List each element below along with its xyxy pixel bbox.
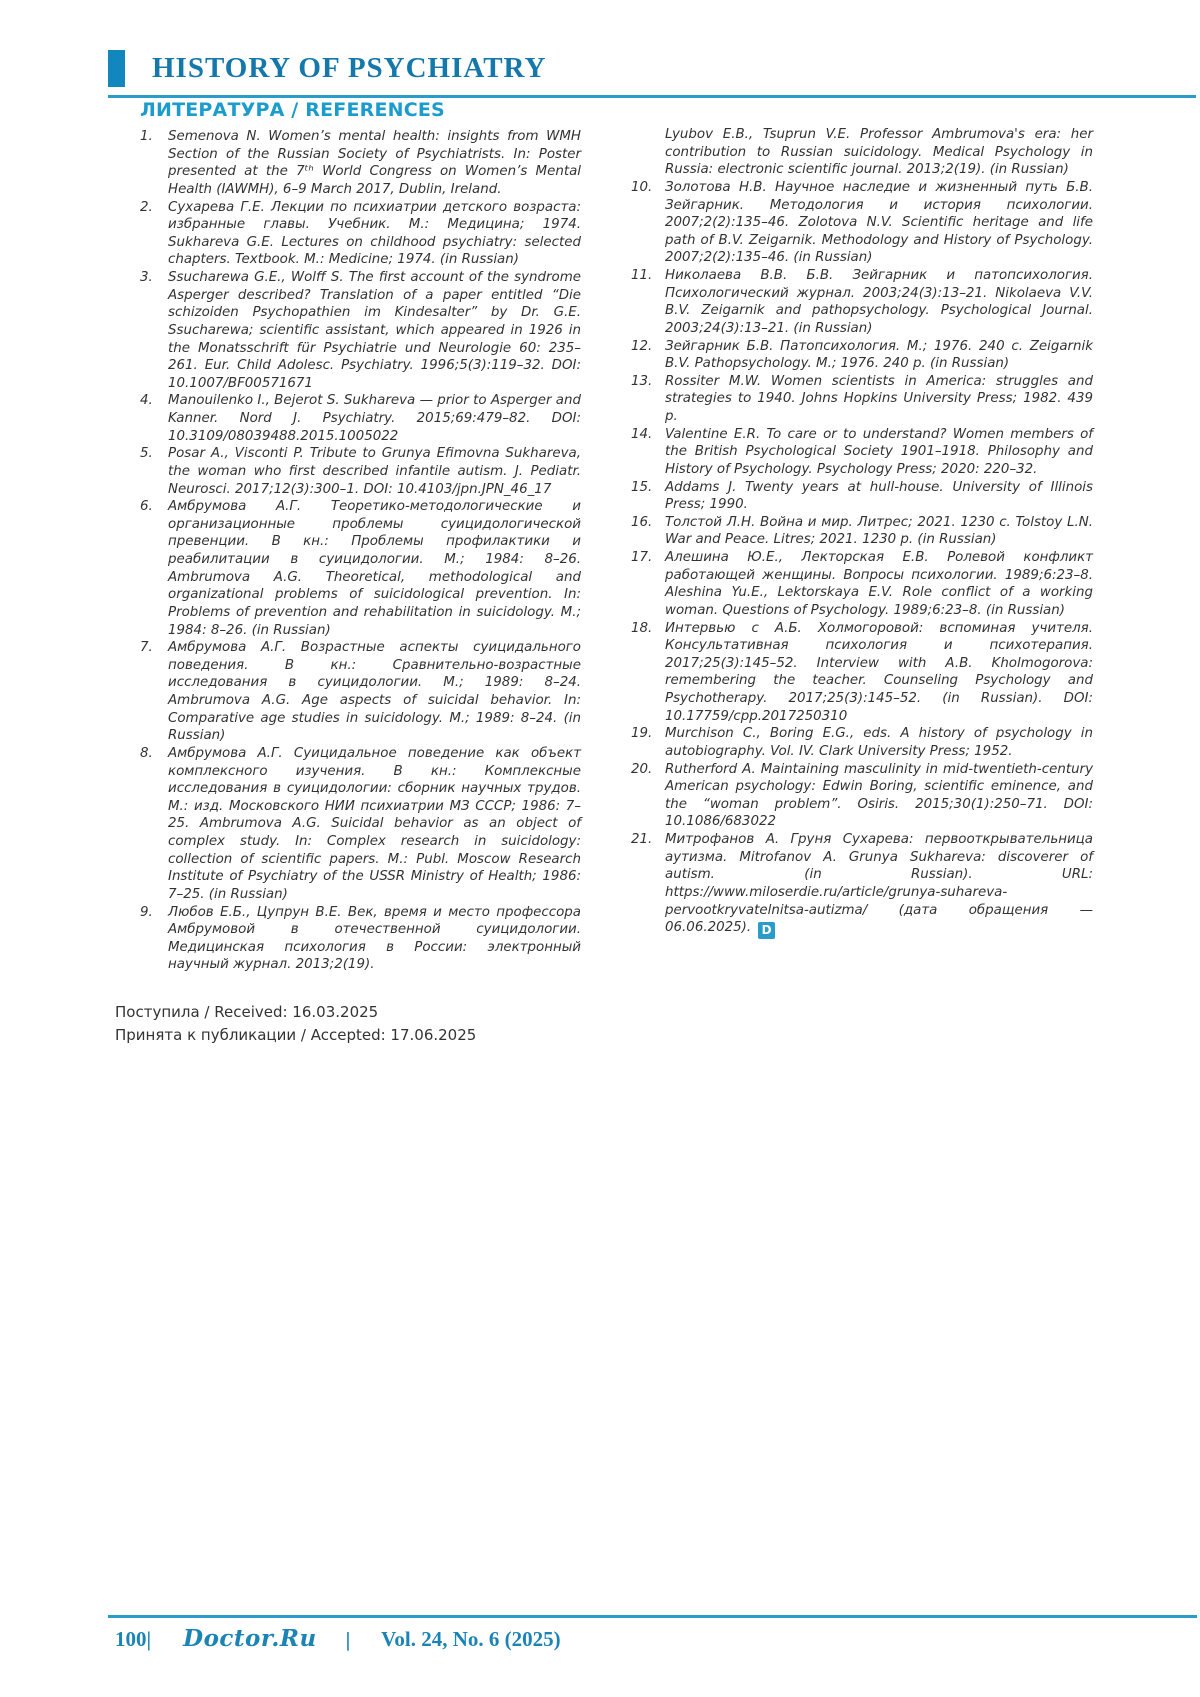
reference-item-3 (140, 269, 581, 392)
reference-text: Алешина Ю.Е., Лекторская Е.В. Ролевой конфликт работающей женщины. Вопросы психологии. 1989;6:23–8. Aleshina Yu.E., Lektorskaya E.V. Role conflict of a working woman. Questions of Psychology. 1989;6:23–8. (in Russian) (665, 550, 1093, 618)
reference-number: 20. (631, 761, 653, 777)
reference-text: Rutherford A. Maintaining masculinity in mid-twentieth-century American psychology: Edwin Boring, scientific eminence, and the “woman problem”. Osiris. 2015;30(1):250–71. DOI: 10.1086/683022 (665, 761, 1093, 830)
received-date: Поступила / Received: 16.03.2025 (115, 1003, 379, 1021)
reference-item-14 (631, 426, 1093, 479)
reference-number: 19. (631, 726, 653, 742)
reference-9-continuation: Lyubov E.B., Tsuprun V.E. Professor Ambrumova's era: her contribution to Russian suicidology. Medical Psychology in Russia: electronic scientific journal. 2013;2(19). (in Russian) (665, 127, 1093, 178)
doctor-ru-end-of-article-icon: D (758, 922, 775, 939)
references-column-right (631, 99, 1093, 1048)
footer-row (108, 1625, 1197, 1652)
references-heading: ЛИТЕРАТУРА / REFERENCES (140, 99, 445, 121)
reference-number: 11. (631, 268, 653, 283)
reference-item-16 (631, 514, 1093, 549)
reference-text: Амбрумова А.Г. Суицидальное поведение как объект комплексного изучения. В кн.: Комплексные исследования в суицидологии: сборник научных трудов. М.: изд. Московского НИИ психиатрии МЗ СССР; 1986: 7–25. Ambrumova A.G. Suicidal behavior as an object of complex study. In: Complex research in suicidology: collection of scientific papers. M.: Publ. Moscow Research Institute of Psychiatry of the USSR Ministry of Health; 1986: 7–25. (in Russian) (168, 745, 581, 902)
page-header (108, 50, 1196, 98)
reference-item-9 (140, 904, 581, 975)
footer-separator: | (344, 1629, 352, 1651)
reference-text: Posar A., Visconti P. Tribute to Grunya Efimovna Sukhareva, the woman who first described infantile autism. J. Pediatr. Neurosci. 2017;12(3):300–1. DOI: 10.4103/jpn.JPN_46_17 (168, 446, 581, 497)
reference-number: 10. (631, 179, 653, 195)
reference-text: Сухарева Г.Е. Лекции по психиатрии детского возраста: избранные главы. Учебник. М.: Медицина; 1974. Sukhareva G.E. Lectures on childhood psychiatry: selected chapters. Textbook. M.: Medicine; 1974. (in Russian) (168, 199, 581, 268)
reference-item-13 (631, 373, 1093, 426)
reference-text: Valentine E.R. To care or to understand? Women members of the British Psychological Society 1901–1918. Philosophy and History of Psychology. Psychology Press; 2020: 220–32. (665, 426, 1093, 477)
reference-text: Амбрумова А.Г. Теоретико-методологические и организационные проблемы суицидологической превенции. В кн.: Проблемы профилактики и реабилитации в суицидологии. М.; 1984: 8–26. Ambrumova A.G. Theoretical, methodological and organizational problems of suicidological prevention. In: Problems of prevention and rehabilitation in suicidology. M.; 1984: 8–26. (in Russian) (168, 499, 581, 638)
reference-item-10 (631, 179, 1093, 267)
reference-number: 6. (140, 499, 153, 515)
reference-number: 3. (140, 270, 153, 285)
reference-number: 4. (140, 393, 153, 409)
reference-number: 21. (631, 832, 653, 847)
reference-text: Semenova N. Women’s mental health: insights from WMH Section of the Russian Society of Psychiatrists. In: Poster presented at the 7ᵗʰ World Congress on Women’s Mental Health (IAWMH), 6–9 March 2017, Dublin, Ireland. (168, 129, 581, 197)
reference-number: 14. (631, 426, 653, 442)
reference-text: Интервью с А.Б. Холмогоровой: вспоминая учителя. Консультативная психология и психотерапия. 2017;25(3):145–52. Interview with A.B. Kholmogorova: remembering the teacher. Counseling Psychology and Psychotherapy. 2017;25(3):145–52. (in Russian). DOI: 10.17759/cpp.2017250310 (665, 620, 1093, 724)
reference-number: 5. (140, 446, 153, 462)
reference-text: Manouilenko I., Bejerot S. Sukhareva — prior to Asperger and Kanner. Nord J. Psychiatry. 2015;69:479–82. DOI: 10.3109/08039488.2015.1005022 (168, 393, 581, 444)
reference-item-21 (631, 831, 1093, 939)
reference-number: 1. (140, 129, 153, 144)
reference-item-7 (140, 639, 581, 745)
reference-item-2 (140, 199, 581, 270)
reference-item-5 (140, 445, 581, 498)
reference-item-19 (631, 725, 1093, 760)
page-footer (108, 1615, 1197, 1652)
page-number: 100| (115, 1627, 152, 1651)
reference-text: Толстой Л.Н. Война и мир. Литрес; 2021. 1230 с. Tolstoy L.N. War and Peace. Litres; 2021. 1230 p. (in Russian) (665, 514, 1093, 548)
reference-text: Murchison C., Boring E.G., eds. A history of psychology in autobiography. Vol. IV. Clark University Press; 1952. (665, 726, 1093, 759)
doctor-ru-logo: Doctor.Ru (183, 1625, 317, 1652)
reference-number: 16. (631, 514, 653, 530)
reference-text: Любов Е.Б., Цупрун В.Е. Век, время и место профессора Амбрумовой в отечественной суицидологии. Медицинская психология в России: электронный научный журнал. 2013;2(19). (168, 904, 581, 973)
section-bar-icon (108, 50, 125, 87)
reference-item-11 (631, 267, 1093, 338)
references-list-right (631, 179, 1093, 939)
reference-item-18 (631, 620, 1093, 726)
reference-number: 18. (631, 620, 653, 636)
reference-text: Золотова Н.В. Научное наследие и жизненный путь Б.В. Зейгарник. Методология и история психологии. 2007;2(2):135–46. Zolotova N.V. Scientific heritage and life path of B.V. Zeigarnik. Methodology and History of Psychology. 2007;2(2):135–46. (in Russian) (665, 179, 1093, 266)
reference-text: Addams J. Twenty years at hull-house. University of Illinois Press; 1990. (665, 479, 1093, 513)
reference-number: 7. (140, 640, 153, 656)
reference-item-8 (140, 745, 581, 904)
reference-text: Ssucharewa G.E., Wolff S. The first account of the syndrome Asperger described? Translation of a paper entitled “Die schizoiden Psychopathien im Kindesalter” by Dr. G.E. Ssucharewa; scientific assistant, which appeared in 1926 in the Monatsschrift für Psychiatrie und Neurologie 60: 235–261. Eur. Child Adolesc. Psychiatry. 1996;5(3):119–32. DOI: 10.1007/BF00571671 (168, 270, 581, 391)
references-column-left (115, 99, 581, 1048)
reference-number: 17. (631, 550, 653, 565)
reference-item-4 (140, 392, 581, 445)
reference-item-20 (631, 761, 1093, 832)
reference-item-6 (140, 498, 581, 639)
reference-number: 9. (140, 904, 153, 920)
reference-item-12 (631, 338, 1093, 373)
header-rule (108, 95, 1196, 98)
article-dates (115, 1001, 581, 1048)
reference-text: Николаева В.В. Б.В. Зейгарник и патопсихология. Психологический журнал. 2003;24(3):13–21. Nikolaeva V.V. B.V. Zeigarnik and pathopsychology. Psychological Journal. 2003;24(3):13–21. (in Russian) (665, 268, 1093, 336)
reference-text: Зейгарник Б.В. Патопсихология. М.; 1976. 240 с. Zeigarnik B.V. Pathopsychology. M.; 1976. 240 p. (in Russian) (665, 338, 1093, 372)
reference-item-15 (631, 479, 1093, 514)
reference-item-1 (140, 128, 581, 199)
reference-item-17 (631, 549, 1093, 620)
reference-number: 2. (140, 199, 153, 215)
reference-text-body: Митрофанов А. Груня Сухарева: первооткрывательница аутизма. Mitrofanov A. Grunya Sukhareva: discoverer of autism. (in Russian). URL: https://www.miloserdie.ru/article/grunya-suhareva-pervootkryvatelnitsa-autizma/ (дата обращения — 06.06.2025). (665, 832, 1093, 936)
reference-number: 12. (631, 338, 653, 354)
accepted-date: Принята к публикации / Accepted: 17.06.2025 (115, 1026, 477, 1045)
reference-number: 8. (140, 745, 153, 761)
issue-info: Vol. 24, No. 6 (2025) (381, 1627, 561, 1651)
section-title: HISTORY OF PSYCHIATRY (152, 52, 547, 84)
reference-number: 15. (631, 479, 653, 495)
footer-rule (108, 1615, 1197, 1618)
reference-text: Амбрумова А.Г. Возрастные аспекты суицидального поведения. В кн.: Сравнительно-возрастные исследования в суицидологии. М.; 1989: 8–24. Ambrumova A.G. Age aspects of suicidal behavior. In: Comparative age studies in suicidology. M.; 1989: 8–24. (in Russian) (168, 640, 581, 744)
references-list-left (140, 128, 581, 974)
reference-number: 13. (631, 373, 653, 389)
references-section (115, 99, 1093, 1048)
reference-text: Rossiter M.W. Women scientists in America: struggles and strategies to 1940. Johns Hopkins University Press; 1982. 439 p. (665, 373, 1093, 424)
reference-text (665, 831, 1093, 939)
section-kicker (108, 50, 1196, 87)
